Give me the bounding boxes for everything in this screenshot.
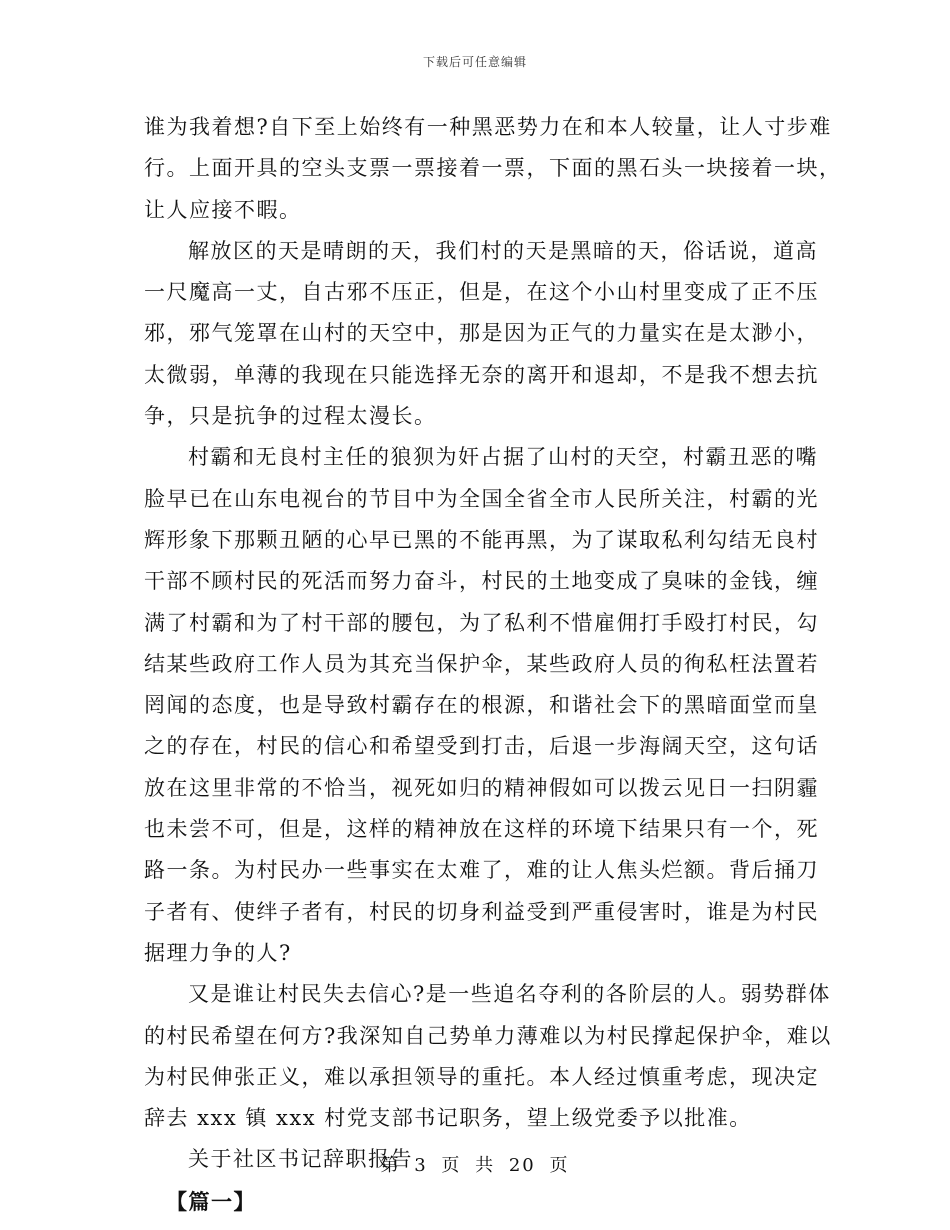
text-line: 子者有、使绊子者有，村民的切身利益受到严重侵害时，谁是为村民 [144, 899, 819, 924]
text-line: 路一条。为村民办一些事实在太难了，难的让人焦头烂额。背后捅刀 [144, 858, 819, 883]
page-number-footer: 第 3 页 共 20 页 [380, 1155, 570, 1176]
text-line: 脸早已在山东电视台的节目中为全国全省全市人民所关注，村霸的光 [144, 486, 819, 511]
text-line: 行。上面开具的空头支票一票接着一票，下面的黑石头一块接着一块， [144, 156, 842, 181]
text-line: 干部不顾村民的死活而努力奋斗，村民的土地变成了臭味的金钱，缠 [144, 569, 819, 594]
text-line: 之的存在，村民的信心和希望受到打击，后退一步海阔天空，这句话 [144, 734, 819, 759]
text-line: 的村民希望在何方?我深知自己势单力薄难以为村民撑起保护伞，难以 [144, 1023, 832, 1048]
text-line: 让人应接不暇。 [144, 197, 302, 222]
page-header: 下载后可任意编辑 [422, 55, 527, 69]
text-line: 又是谁让村民失去信心?是一些追名夺利的各阶层的人。弱势群体 [188, 982, 831, 1007]
text-line: 太微弱，单薄的我现在只能选择无奈的离开和退却，不是我不想去抗 [144, 362, 819, 387]
text-line: 为村民伸张正义，难以承担领导的重托。本人经过慎重考虑，现决定 [144, 1064, 819, 1089]
text-line: 一尺魔高一丈，自古邪不压正，但是，在这个小山村里变成了正不压 [144, 280, 819, 305]
text-line: 辞去 xxx 镇 xxx 村党支部书记职务，望上级党委予以批准。 [144, 1106, 752, 1131]
document-title-line: 关于社区书记辞职报告 [188, 1147, 413, 1172]
text-line: 争，只是抗争的过程太漫长。 [144, 404, 437, 429]
text-line: 放在这里非常的不恰当，视死如归的精神假如可以拨云见日一扫阴霾 [144, 775, 819, 800]
text-line: 结某些政府工作人员为其充当保护伞，某些政府人员的徇私枉法置若 [144, 651, 819, 676]
text-line: 邪，邪气笼罩在山村的天空中，那是因为正气的力量实在是太渺小， [144, 321, 819, 346]
text-line: 辉形象下那颗丑陋的心早已黑的不能再黑，为了谋取私利勾结无良村 [144, 527, 819, 552]
section-title: 【篇一】 [166, 1188, 256, 1214]
text-line: 谁为我着想?自下至上始终有一种黑恶势力在和本人较量，让人寸步难 [144, 115, 832, 139]
text-line: 解放区的天是晴朗的天，我们村的天是黑暗的天，俗话说，道高 [188, 238, 818, 263]
text-line: 据理力争的人? [144, 940, 292, 965]
document-body [144, 107, 842, 1222]
text-line: 也未尝不可，但是，这样的精神放在这样的环境下结果只有一个，死 [144, 817, 819, 842]
text-line: 村霸和无良村主任的狼狈为奸占据了山村的天空，村霸丑恶的嘴 [188, 445, 818, 470]
text-line: 满了村霸和为了村干部的腰包，为了私利不惜雇佣打手殴打村民，勾 [144, 610, 819, 635]
text-line: 罔闻的态度，也是导致村霸存在的根源，和谐社会下的黑暗面堂而皇 [144, 693, 819, 718]
